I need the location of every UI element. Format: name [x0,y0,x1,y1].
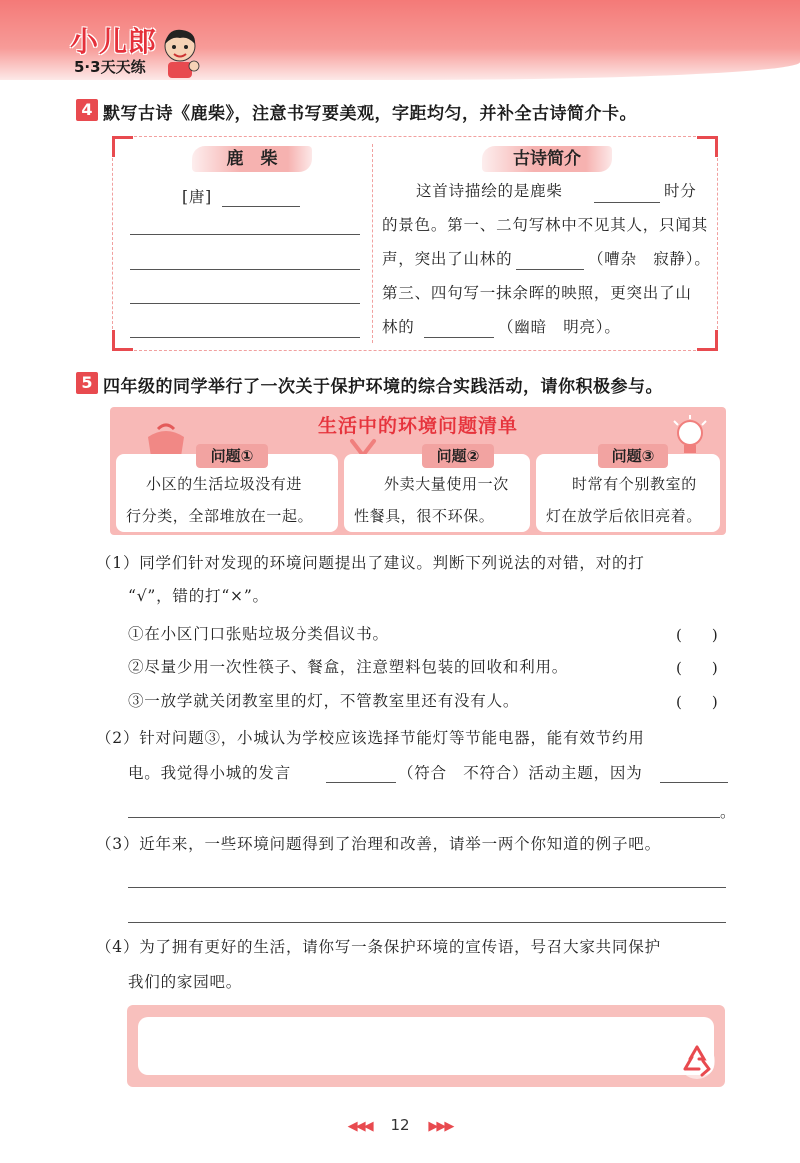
subquestion-2-line-1: （2）针对问题③，小城认为学校应该选择节能灯等节能电器，能有效节约用 [96,729,645,747]
page-footer [0,1116,800,1134]
recycle-icon [677,1041,717,1081]
list-title: 生活中的环境问题清单 [317,415,518,437]
subquestion-1-line-1: （1）同学们针对发现的环境问题提出了建议。判断下列说法的对错，对的打 [96,554,645,572]
slogan-answer-box [127,1005,725,1087]
problem-1-line-2: 行分类，全部堆放在一起。 [126,507,314,525]
question-number-4: 4 [76,99,98,121]
card-divider [372,144,373,343]
subquestion-2-line-2-mid: （符合 不符合）活动主题，因为 [398,764,643,782]
mascot-icon [160,26,200,78]
subquestion-2-blank-reason-a[interactable] [660,782,728,783]
intro-title: 古诗简介 [482,146,612,172]
problem-text-1 [126,468,330,532]
subquestion-2-blank-choice[interactable] [326,782,396,783]
judgment-2-text: ②尽量少用一次性筷子、餐盒，注意塑料包装的回收和利用。 [128,658,569,676]
poem-card [112,136,718,351]
poem-dynasty: [唐] [182,188,212,206]
intro-line-2: 的景色。第一、二句写林中不见其人，只闻其 [382,216,709,234]
problem-text-3 [546,468,712,532]
problem-label-1: 问题① [196,444,268,468]
left-arrows-icon: ◀◀◀ [347,1119,372,1134]
brand-subtitle: 5·3天天练 [74,58,146,76]
intro-blank-sound[interactable] [516,269,584,270]
intro-blank-time[interactable] [594,202,660,203]
problem-card-1 [116,447,338,532]
problem-label-2: 问题② [422,444,494,468]
intro-line-3-end: （嘈杂 寂静）。 [588,250,711,268]
subquestion-2-blank-reason-b[interactable] [128,817,720,818]
problem-text-2 [354,468,522,532]
problem-3-line-2: 灯在放学后依旧亮着。 [546,507,703,525]
subquestion-2-end-mark: 。 [720,803,737,821]
poem-line-3[interactable] [130,303,360,304]
question-4-instruction: 默写古诗《鹿柴》，注意书写要美观，字距均匀，并补全古诗简介卡。 [103,104,637,124]
poem-line-2[interactable] [130,269,360,270]
judgment-3-text: ③一放学就关闭教室里的灯，不管教室里还有没有人。 [128,692,520,710]
poem-title: 鹿 柴 [192,146,312,172]
intro-line-1-end: 时分 [664,182,697,200]
subquestion-4-line-2: 我们的家园吧。 [128,973,243,991]
poem-line-4[interactable] [130,337,360,338]
problem-1-line-1: 小区的生活垃圾没有进 [146,475,303,493]
problem-label-3: 问题③ [598,444,668,468]
environment-problem-list [110,407,726,535]
right-arrows-icon: ▶▶▶ [428,1119,453,1134]
judgment-3-answer[interactable]: ( ) [676,693,718,711]
judgment-1-answer[interactable]: ( ) [676,626,718,644]
problem-2-line-2: 性餐具，很不环保。 [354,507,495,525]
brand-name: 小儿郎 [70,25,158,58]
poem-line-1[interactable] [130,234,360,235]
intro-line-1: 这首诗描绘的是鹿柴 [416,182,563,200]
subquestion-3-line-2[interactable] [128,922,726,923]
problem-3-line-1: 时常有个别教室的 [572,475,697,493]
subquestion-2-line-2-start: 电。我觉得小城的发言 [128,764,292,782]
intro-line-5-start: 林的 [382,318,415,336]
problem-2-line-1: 外卖大量使用一次 [384,475,509,493]
author-blank[interactable] [222,206,300,207]
judgment-2-answer[interactable]: ( ) [676,659,718,677]
subquestion-4-line-1: （4）为了拥有更好的生活，请你写一条保护环境的宣传语，号召大家共同保护 [96,938,661,956]
subquestion-3-line-1[interactable] [128,887,726,888]
question-5-instruction: 四年级的同学举行了一次关于保护环境的综合实践活动，请你积极参与。 [103,377,663,397]
slogan-input-area[interactable] [138,1017,714,1075]
judgment-1-text: ①在小区门口张贴垃圾分类倡议书。 [128,625,389,643]
page-number: 12 [390,1116,410,1134]
intro-line-4: 第三、四句写一抹余晖的映照，更突出了山 [382,284,692,302]
subquestion-1-line-2: “√”，错的打“×”。 [128,587,269,605]
subquestion-3: （3）近年来，一些环境问题得到了治理和改善，请举一两个你知道的例子吧。 [96,835,661,853]
intro-blank-light[interactable] [424,337,494,338]
problem-card-2 [344,447,530,532]
intro-line-3-start: 声，突出了山林的 [382,250,513,268]
problem-card-3 [536,447,720,532]
question-number-5: 5 [76,372,98,394]
intro-line-5-end: （幽暗 明亮）。 [498,318,621,336]
